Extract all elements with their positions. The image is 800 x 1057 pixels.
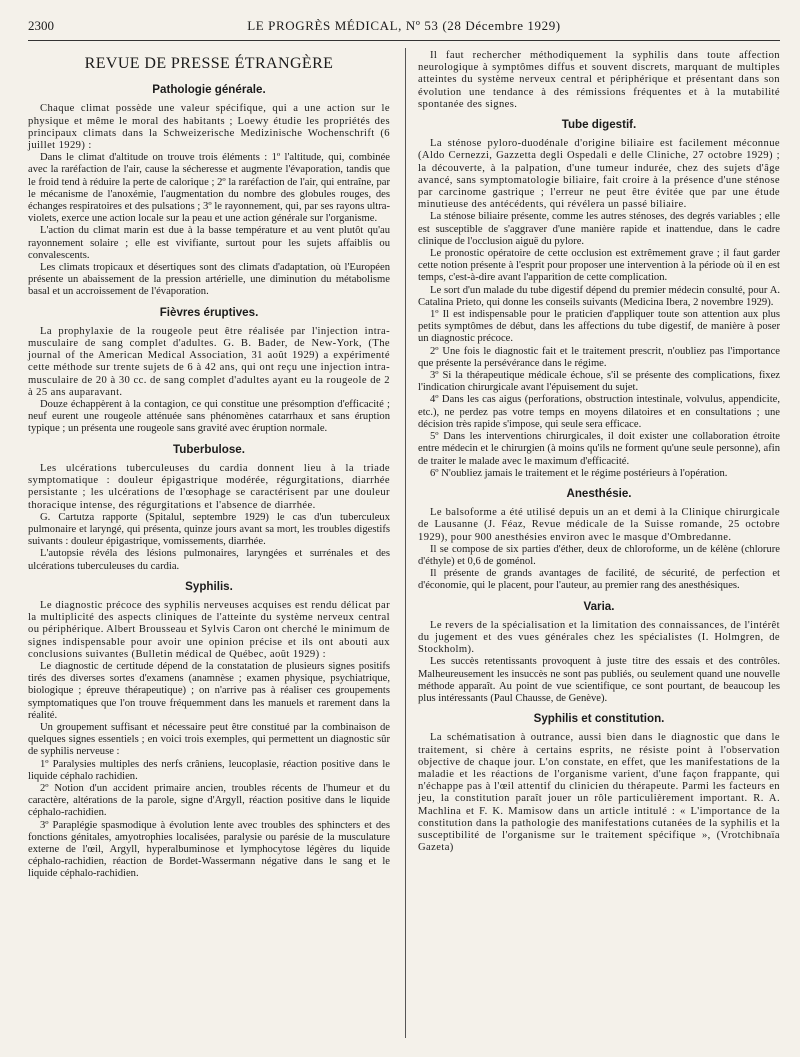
article-paragraph: La sténose biliaire présente, comme les autres sténoses, des degrés variables ; elle est susceptible de s'aggraver d'une manière rapide et inattendue, dans le cadre clinique de l'occlusion aiguë du pylore. — [418, 211, 780, 247]
article-paragraph: 2º Une fois le diagnostic fait et le traitement prescrit, n'oubliez pas l'importance que présente la persévérance dans le régime. — [418, 345, 780, 369]
article-paragraph: Il faut rechercher méthodiquement la syphilis dans toute affection neurologique à symptômes diffus et souvent discrets, marquant de multiples atteintes du système nerveux central et périphérique et présentant dans son évolution une tendance à des rémissions fréquentes et à la mutabilité spontanée des signes. — [418, 50, 780, 110]
running-header — [28, 14, 780, 41]
article-paragraph: 4º Dans les cas aigus (perforations, obstruction intestinale, volvulus, appendicite, etc.), ne perdez pas votre temps en moyens dilatoires et en consultations ; une décision très rapide s'impose, qui seule sera efficace. — [418, 394, 780, 430]
article-paragraph: 1º Il est indispensable pour le praticien d'appliquer toute son attention aux plus petits symptômes de début, dans les affections du tube digestif, de manière à poser un diagnostic précoce. — [418, 309, 780, 345]
left-column — [28, 50, 390, 881]
article-paragraph: 5º Dans les interventions chirurgicales, il doit exister une collaboration étroite entre médecin et le chirurgien (à moins qu'ils ne forment qu'une seule personne), afin de traiter le malade avec le maximum d'efficacité. — [418, 431, 780, 467]
article-paragraph: L'action du climat marin est due à la basse température et au vent plutôt qu'au rayonnement solaire ; elle est vivifiante, surtout pour les sujets affaiblis ou convalescents. — [28, 225, 390, 261]
article-paragraph: Il se compose de six parties d'éther, deux de chloroforme, un de kélène (chlorure d'éthyle) et 0,6 de goménol. — [418, 543, 780, 567]
article-paragraph: Dans le climat d'altitude on trouve trois éléments : 1º l'altitude, qui, combinée avec la raréfaction de l'air, cause la sécheresse et augmente l'évaporation, tandis que le froid tend à réduire la perte de calorique ; 2º la raréfaction de l'air, qui entraîne, par le mécanisme de l'anoxémie, l'augmentation du nombre des globules rouges, des échanges respiratoires et des pulsations ; 3º le rayonnement, qui, par ses rayons ultra-violets, exerce une action locale sur la peau et une action générale sur l'organisme. — [28, 152, 390, 225]
article-paragraph: Il présente de grands avantages de facilité, de sécurité, de perfection et d'économie, qui le placent, pour l'auteur, au premier rang des anesthésiques. — [418, 568, 780, 592]
article-paragraph: 3º Paraplégie spasmodique à évolution lente avec troubles des sphincters et des fonctions génitales, amyotrophies localisées, paralysie ou parésie de la musculature externe de l'œil, Argyll, hyperalbuminose et lymphocytose légères du liquide céphalo-rachidien, réaction de Bordet-Wassermann négative dans le sang et le liquide céphalo-rachidien. — [28, 819, 390, 880]
article-paragraph: L'autopsie révéla des lésions pulmonaires, laryngées et surrénales et des ulcérations tuberculeuses du cardia. — [28, 548, 390, 572]
article-paragraph: G. Cartutza rapporte (Spitalul, septembre 1929) le cas d'un tuberculeux pulmonaire et laryngé, qui présenta, quinze jours avant sa mort, les troubles digestifs suivants : douleur épigastrique, vomissements, diarrhée. — [28, 511, 390, 548]
article-paragraph: Les succès retentissants provoquent à juste titre des essais et des contrôles. Malheureusement les insuccès ne sont pas publiés, ou seulement quand une nouvelle méthode apparaît. Au point de vue scientifique, ce sont pourtant, de beaucoup les plus intéressants (Paul Chausse, de Genève). — [418, 656, 780, 704]
journal-title: LE PROGRÈS MÉDICAL, Nº 53 (28 Décembre 1929) — [247, 18, 561, 33]
article-paragraph: 3º Si la thérapeutique médicale échoue, s'il se présente des complications, fixez l'indication chirurgicale avant l'épuisement du sujet. — [418, 370, 780, 394]
article-paragraph: Le pronostic opératoire de cette occlusion est extrêmement grave ; il faut garder cette notion présente à l'esprit pour proposer une intervention à la période où il en est temps, c'est-à-dire avant l'apparition de cette complication. — [418, 248, 780, 284]
article-paragraph: La prophylaxie de la rougeole peut être réalisée par l'injection intra-musculaire de sang complet d'adultes. G. B. Bader, de New-York, (The journal of the American Medical Association, 31 août 1929) a expérimenté cette méthode sur trente sujets de 6 à 42 ans, qui ont reçu une injection intra-musculaire de 20 à 30 cc. de sang complet d'adultes ayant eu la rougeole de 2 à 25 ans auparavant. — [28, 325, 390, 398]
article-paragraph: 1º Paralysies multiples des nerfs crâniens, leucoplasie, réaction positive dans le liquide céphalo rachidien. — [28, 758, 390, 782]
section-heading: Anesthésie. — [566, 486, 632, 500]
article-paragraph: Le diagnostic précoce des syphilis nerveuses acquises est rendu délicat par la multiplicité des aspects cliniques de l'atteinte du système nerveux central ou périphérique. Albert Brousseau et Sylvis Caron ont cherché le minimum de signes indispensable pour avoir une opinion précise et ils ont abouti aux conclusions suivantes (Bulletin médical de Québec, août 1929) : — [28, 599, 390, 660]
section-heading: Tube digestif. — [561, 118, 637, 132]
article-paragraph: Le balsoforme a été utilisé depuis un an et demi à la Clinique chirurgicale de Lausanne (J. Féaz, Revue médicale de la Suisse romande, 25 octobre 1929), pour 900 anesthésies environ avec le masque d'Ombredanne. — [418, 507, 780, 543]
article-paragraph: Les ulcérations tuberculeuses du cardia donnent lieu à la triade symptomatique : douleur épigastrique modérée, régurgitations, diarrhée persistante ; les ulcérations de l'œsophage se caractérisent par une douleur thoracique intense, des régurgitations et l'absence de diarrhée. — [28, 462, 390, 511]
section-heading: Varia. — [583, 599, 615, 613]
section-heading: Syphilis. — [185, 579, 233, 593]
section-heading: Pathologie générale. — [152, 83, 266, 97]
column-divider — [405, 48, 406, 1038]
article-paragraph: 6º N'oubliez jamais le traitement et le régime postérieurs à l'opération. — [430, 467, 728, 479]
article-paragraph: Le sort d'un malade du tube digestif dépend du premier médecin consulté, pour A. Catalina Prieto, qui donne les conseils suivants (Medicina Ibera, 2 novembre 1929). — [418, 284, 780, 308]
article-paragraph: Les climats tropicaux et désertiques sont des climats d'adaptation, où l'Européen présente un abaissement de la pression artérielle, une diminution du métabolisme basal et un accroissement de l'évaporation. — [28, 262, 390, 298]
right-column — [418, 50, 780, 854]
article-paragraph: Un groupement suffisant et nécessaire peut être constitué par la combinaison de quelques signes essentiels ; en voici trois exemples, qui permettent un diagnostic sûr de syphilis nerveuse : — [28, 721, 390, 758]
article-paragraph: La schématisation à outrance, aussi bien dans le diagnostic que dans le traitement, si chère à certains esprits, ne résiste point à l'observation objective de chaque jour. L'on constate, en effet, que les manifestations de la maladie et les réactions de l'organisme varient, d'une façon frappante, qui n'échappe pas à l'œil attentif du clinicien du thérapeute. Parmi les facteurs en jeu, la constitution paraît jouer un rôle particulièrement important. R. A. Machlina et F. K. Mamisow dans un article intitulé : « L'importance de la constitution dans la pathologie des manifestations cutanées de la syphilis et la susceptibilité de l'organisme sur le traitement spécifique », (Vrotchibnaïa Gazeta) — [418, 732, 780, 854]
section-heading: Fièvres éruptives. — [159, 305, 259, 319]
page-title: REVUE DE PRESSE ÉTRANGÈRE — [84, 55, 334, 72]
article-paragraph: Chaque climat possède une valeur spécifique, qui a une action sur le physique et même le moral des habitants ; Loewy étudie les propriétés des principaux climats dans la Schweizerische Medizinische Wochenschrift (6 juillet 1929) : — [28, 103, 390, 152]
article-paragraph: Le revers de la spécialisation et la limitation des connaissances, de l'intérêt du jugement et des vues générales chez les spécialistes (I. Holmgren, de Stockholm). — [418, 619, 780, 656]
article-paragraph: Douze échappèrent à la contagion, ce qui constitue une présomption d'efficacité ; neuf eurent une rougeole atténuée sans phénomènes catarrhaux et sans éruption typique ; un présenta une rougeole sans gravité avec éruption normale. — [28, 399, 390, 435]
article-paragraph: 2º Notion d'un accident primaire ancien, troubles récents de l'humeur et du caractère, altérations de la parole, signe d'Argyll, réaction positive dans le liquide céphalo-rachidien. — [28, 782, 390, 819]
section-heading: Tuberbulose. — [173, 442, 245, 456]
article-paragraph: La sténose pyloro-duodénale d'origine biliaire est facilement méconnue (Aldo Cernezzi, Gazzetta degli Ospedali e delle Cliniche, 27 octobre 1929) ; la découverte, à la palpation, d'une tumeur indurée, chez des sujets d'âge avancé, sans symptomatologie biliaire, fait croire à la présence d'une sténose par carcinome gastrique ; l'erreur ne peut être évitée que par une étude minutieuse des antécédents, qui révélera un passé biliaire. — [418, 138, 780, 211]
section-heading: Syphilis et constitution. — [533, 712, 665, 726]
page-number: 2300 — [28, 18, 54, 33]
article-paragraph: Le diagnostic de certitude dépend de la constatation de plusieurs signes positifs tirés des diverses sortes d'examens (anamnèse ; examen physique, psychiatrique, biologique ; épreuve thérapeutique) ; on n'arrive pas à réaliser ces groupements symptomatiques que l'on trouve fréquemment dans les manuels et rarement dans la réalité. — [28, 660, 390, 721]
